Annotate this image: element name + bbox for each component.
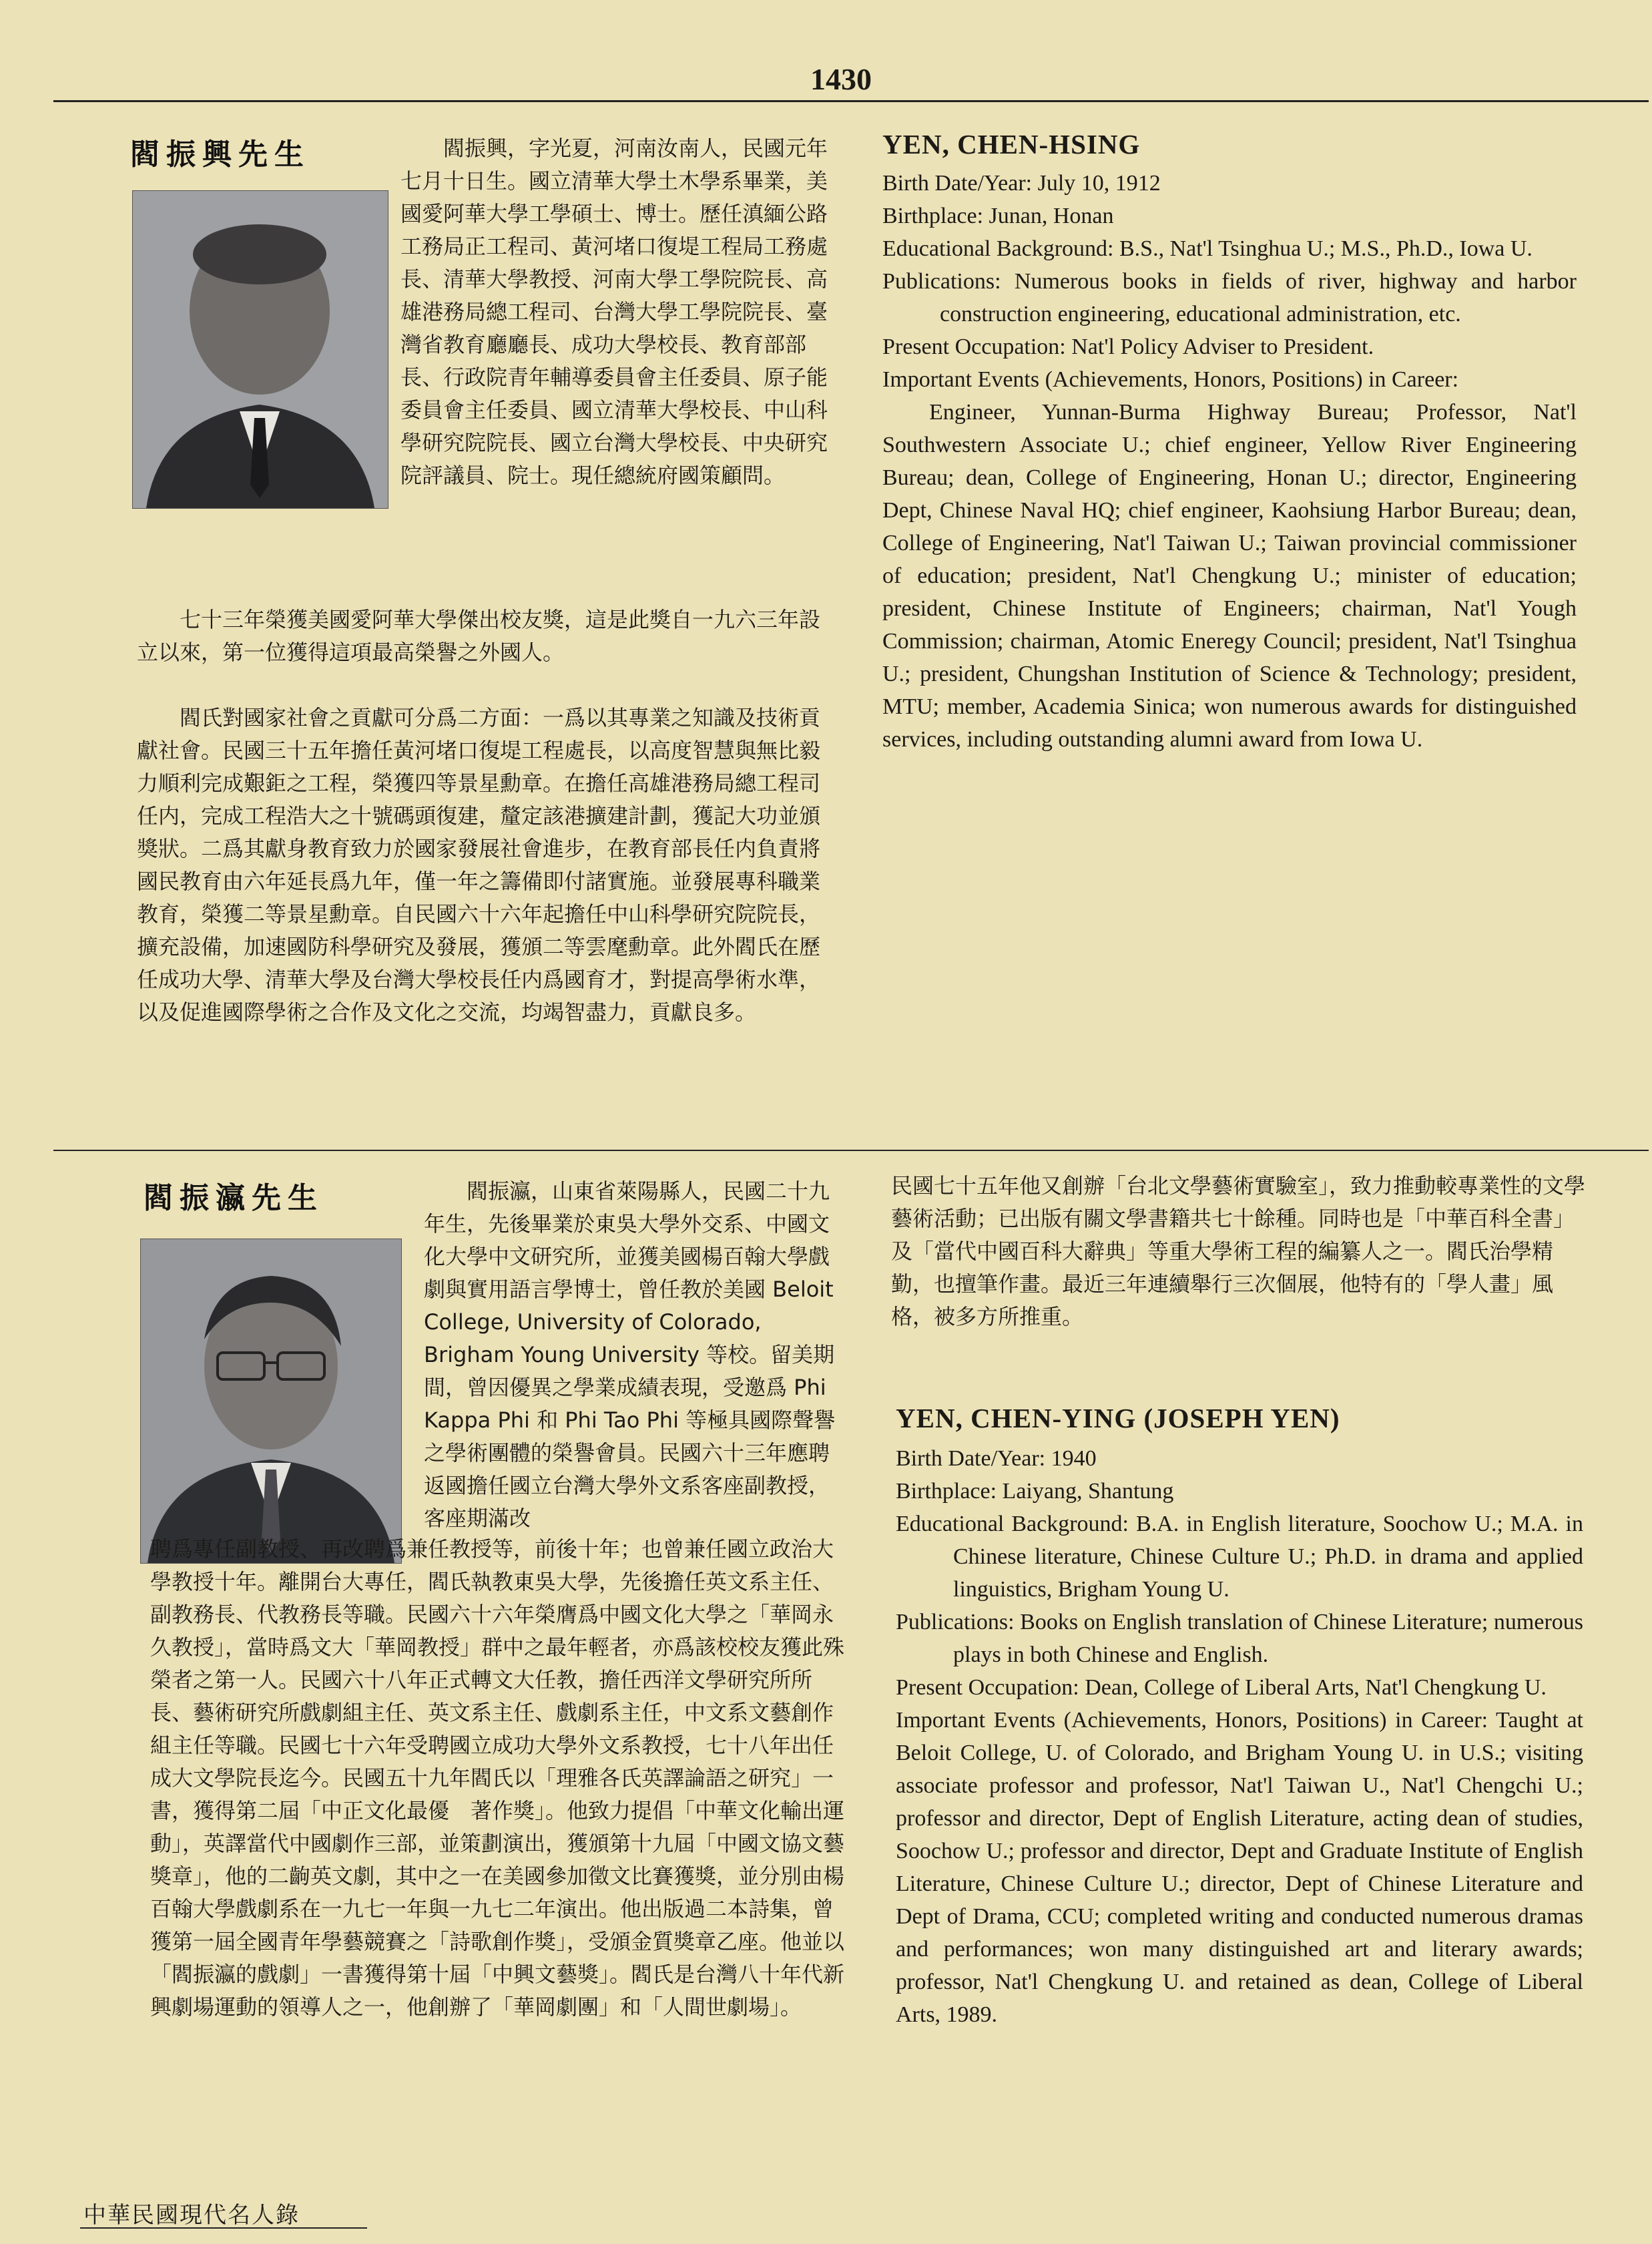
entry1-publications: Publications: Numerous books in fields of river, highway and harbor construction engineering, educational administration, etc. — [882, 269, 1577, 326]
entry1-english-bio — [882, 167, 1577, 756]
entry1-chinese-name: 閻振興先生 — [130, 138, 310, 172]
entry2-occupation: Present Occupation: Dean, College of Liberal Arts, Nat'l Chengkung U. — [896, 1675, 1547, 1700]
entry1-chinese-bio-para1: 閻振興，字光夏，河南汝南人，民國元年七月十日生。國立清華大學土木學系畢業，美國愛阿華大學工學碩士、博士。歷任滇緬公路工務局正工程司、黃河堵口復堤工程局工務處長、清華大學教授、河南大學工學院院長、高雄港務局總工程司、台灣大學工學院院長、臺灣省教育廳廳長、成功大學校長、教育部部長、行政院青年輔導委員會主任委員、原子能委員會主任委員、國立清華大學校長、中山科學研究院院長、國立台灣大學校長、中央研究院評議員、院士。現任總統府國策顧問。 — [400, 136, 828, 488]
entry1-events: Engineer, Yunnan-Burma Highway Bureau; Professor, Nat'l Southwestern Associate U.; chief engineer, Yellow River Engineering Bureau; dean, College of Engineering, Honan U.; director, Engineering Dept, Chinese Naval HQ; chief engineer, Kaohsiung Harbor Bureau; dean, College of Engineering, Nat'l Taiwan U.; Taiwan provincial commissioner of education; president, Nat'l Chengkung U.; minister of education; president, Chinese Institute of Engineers; chairman, Nat'l Yough Commission; chairman, Atomic Eneregy Council; president, Nat'l Tsinghua U.; president, Chungshan Institution of Science & Technology; president, MTU; member, Academia Sinica; won numerous awards for distinguished services, including outstanding alumni award from Iowa U. — [882, 400, 1577, 752]
entry2-education: Educational Background: B.A. in English literature, Soochow U.; M.A. in Chinese literature, Chinese Culture U.; Ph.D. in drama and applied linguistics, Brigham Young U. — [896, 1512, 1583, 1602]
entry2-portrait-figure — [141, 1239, 401, 1563]
entry1-chinese-bio-para2: 七十三年榮獲美國愛阿華大學傑出校友獎，這是此獎自一九六三年設立以來，第一位獲得這項最高榮譽之外國人。 — [137, 607, 821, 665]
entry2-chinese-name: 閻振瀛先生 — [144, 1181, 324, 1215]
page-number: 1430 — [810, 62, 872, 96]
entry2-chinese-bio-continued: 民國七十五年他又創辦「台北文學藝術實驗室」，致力推動較專業性的文學藝術活動；已出版有關文學書籍共七十餘種。同時也是「中華百科全書」及「當代中國百科大辭典」等重大學術工程的編纂人之一。閻氏治學精勤，也擅筆作畫。最近三年連續舉行三次個展，他特有的「學人畫」風格，被多方所推重。 — [891, 1173, 1586, 1329]
entry1-chinese-bio-para3: 閻氏對國家社會之貢獻可分爲二方面：一爲以其專業之知識及技術貢獻社會。民國三十五年擔任黃河堵口復堤工程處長，以高度智慧與無比毅力順利完成艱鉅之工程，榮獲四等景星勳章。在擔任高雄港務局總工程司任内，完成工程浩大之十號碼頭復建，釐定該港擴建計劃，獲記大功並頒獎狀。二爲其獻身教育致力於國家發展社會進步，在教育部長任内負責將國民教育由六年延長爲九年，僅一年之籌備即付諸實施。並發展專科職業教育，榮獲二等景星勳章。自民國六十六年起擔任中山科學研究院院長，擴充設備，加速國防科學研究及發展，獲頒二等雲麾勳章。此外閻氏在歷任成功大學、清華大學及台灣大學校長任内爲國育才，對提高學術水準，以及促進國際學術之合作及文化之交流，均竭智盡力，貢獻良多。 — [137, 705, 821, 1025]
entry1-portrait-photo — [132, 190, 388, 509]
entry1-education: Educational Background: B.S., Nat'l Tsinghua U.; M.S., Ph.D., Iowa U. — [882, 236, 1533, 261]
entry2-chinese-bio-bottom: 聘爲專任副教授、再改聘爲兼任教授等，前後十年；也曾兼任國立政治大學教授十年。離開台大專任，閻氏執教東吳大學，先後擔任英文系主任、副教務長、代教務長等職。民國六十六年榮膺爲中國文化大學之「華岡永久教授」，當時爲文大「華岡教授」群中之最年輕者，亦爲該校校友獲此殊榮者之第一人。民國六十八年正式轉文大任教，擔任西洋文學研究所所長、藝術研究所戲劇組主任、英文系主任、戲劇系主任，中文系文藝創作組主任等職。民國七十六年受聘國立成功大學外文系教授，七十八年出任成大文學院長迄今。民國五十九年閻氏以「理雅各氏英譯論語之研究」一書，獲得第二屆「中正文化最優 著作獎」。他致力提倡「中華文化輸出運動」，英譯當代中國劇作三部，並策劃演出，獲頒第十九屆「中國文協文藝獎章」，他的二齣英文劇，其中之一在美國參加徵文比賽獲獎，並分別由楊百翰大學戲劇系在一九七一年與一九七二年演出。他出版過二本詩集，曾獲第一屆全國青年學藝競賽之「詩歌創作獎」，受頒金質獎章乙座。他並以「閻振瀛的戲劇」一書獲得第十屆「中興文藝獎」。閻氏是台灣八十年代新興劇場運動的領導人之一，他創辦了「華岡劇團」和「人間世劇場」。 — [150, 1536, 845, 2020]
entry1-birth-date: Birth Date/Year: July 10, 1912 — [882, 171, 1161, 196]
entry2-chinese-bio-top — [424, 1175, 838, 1535]
entry2-english-bio — [896, 1442, 1583, 2031]
entry1-birthplace: Birthplace: Junan, Honan — [882, 204, 1114, 228]
footer-book-title: 中華民國現代名人錄 — [83, 2202, 300, 2229]
entry1-english-name: YEN, CHEN-HSING — [882, 129, 1141, 160]
entry2-birth-date: Birth Date/Year: 1940 — [896, 1446, 1097, 1471]
entry1-events-label: Important Events (Achievements, Honors, Positions) in Career: — [882, 367, 1459, 392]
entry2-events: Important Events (Achievements, Honors, Positions) in Career: Taught at Beloit College, U. of Colorado, and Brigham Young U. in U.S.; visiting associate professor and professor, Nat'l Taiwan U., Nat'l Chengchi U.; professor and director, Dept of English Literature, acting dean of studies, Soochow U.; professor and director, Dept and Graduate Institute of English Literature, Chinese Culture U.; director, Dept of Chinese Literature and Dept of Drama, CCU; completed writing and conducted numerous dramas and performances; won many distinguished art and literary awards; professor, Nat'l Chengkung U. and retained as dean, College of Liberal Arts, 1989. — [896, 1708, 1583, 2027]
entry1-chinese-bio-bottom — [137, 531, 831, 1062]
entry-divider — [53, 1150, 1649, 1151]
entry2-portrait-photo — [140, 1239, 402, 1564]
entry1-portrait-figure — [133, 191, 388, 508]
entry2-birthplace: Birthplace: Laiyang, Shantung — [896, 1479, 1174, 1504]
top-rule — [53, 100, 1649, 102]
entry2-publications: Publications: Books on English translation of Chinese Literature; numerous plays in both Chinese and English. — [896, 1610, 1583, 1667]
entry2-chinese-bio-para1: 閻振瀛，山東省萊陽縣人，民國二十九年生，先後畢業於東吳大學外交系、中國文化大學中文研究所，並獲美國楊百翰大學戲劇與實用語言學博士，曾任教於美國 Beloit College, University of Colorado, Brigham Young University 等校。留美期間，曾因優異之學業成績表現，受邀爲 Phi Kappa Phi 和 Phi Tao Phi 等極具國際聲譽之學術團體的榮譽會員。民國六十三年應聘返國擔任國立台灣大學外文系客座副教授，客座期滿改 — [424, 1178, 836, 1531]
entry2-english-name: YEN, CHEN-YING (JOSEPH YEN) — [896, 1403, 1340, 1433]
entry1-occupation: Present Occupation: Nat'l Policy Adviser to President. — [882, 334, 1374, 359]
